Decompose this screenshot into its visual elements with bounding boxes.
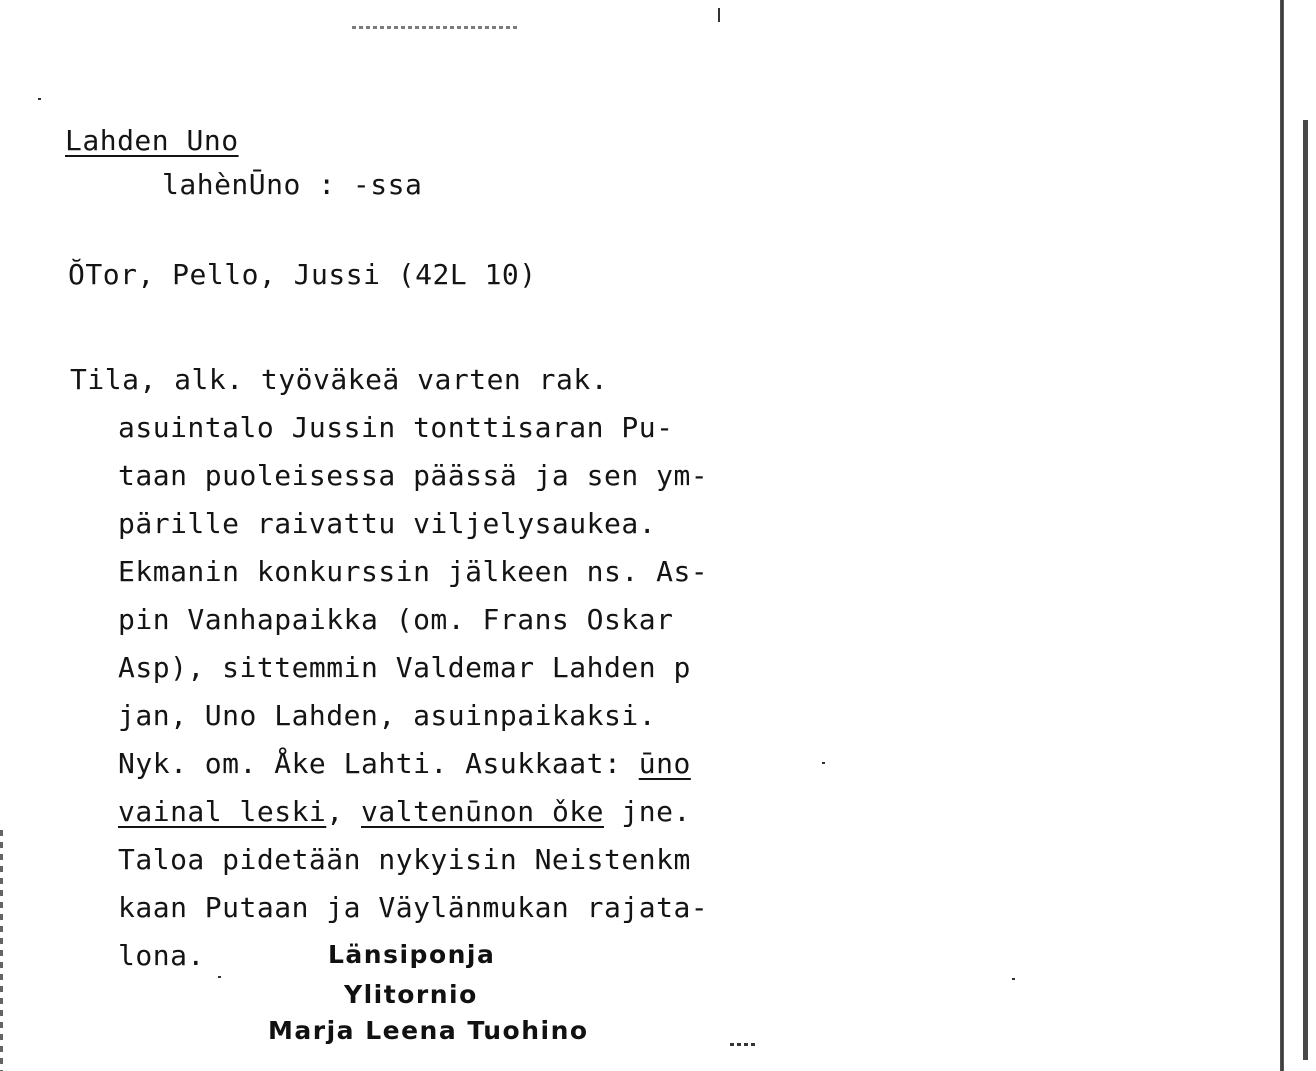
description-text <box>70 356 770 980</box>
text-line: Asp), sittemmin Valdemar Lahden p <box>118 651 691 684</box>
scan-edge-right <box>1280 0 1284 1071</box>
dialect-term: ūno <box>638 747 691 780</box>
text-segment: Nyk. om. Åke Lahti. Asukkaat: <box>118 747 639 780</box>
text-line: lona. <box>118 939 205 972</box>
scan-mark <box>718 8 720 22</box>
text-line <box>70 788 770 836</box>
text-segment: , <box>326 795 362 828</box>
stamp-village: Länsiponja <box>328 940 496 969</box>
scan-artifact-bottom <box>730 1043 758 1046</box>
text-line: Ekmanin konkurssin jälkeen ns. As- <box>118 555 709 588</box>
dialect-term: valtenūnon ǒke <box>361 795 605 828</box>
card-heading: Lahden Uno <box>65 124 239 157</box>
text-line: taan puoleisessa päässä ja sen ym- <box>118 459 709 492</box>
stamp-parish: Ylitornio <box>344 980 478 1009</box>
text-line <box>70 740 770 788</box>
stamp-collector: Marja Leena Tuohino <box>268 1016 589 1045</box>
text-line: asuintalo Jussin tonttisaran Pu- <box>118 411 674 444</box>
scan-artifact-top <box>352 26 520 29</box>
dialect-form: lahènŪno : -ssa <box>162 168 423 201</box>
scan-speck <box>38 98 41 100</box>
text-line: Taloa pidetään nykyisin Neistenkm <box>118 843 691 876</box>
text-line: kaan Putaan ja Väylänmukan rajata- <box>118 891 709 924</box>
text-line: pin Vanhapaikka (om. Frans Oskar <box>118 603 674 636</box>
dialect-term: vainal leski <box>118 795 327 828</box>
text-segment: jne. <box>604 795 691 828</box>
scan-speck <box>822 762 825 764</box>
scan-edge-left <box>0 830 3 1071</box>
text-line: pärille raivattu viljelysaukea. <box>118 507 657 540</box>
text-line: Tila, alk. työväkeä varten rak. <box>70 363 609 396</box>
location-line: ŎTor, Pello, Jussi (42L 10) <box>68 258 537 291</box>
text-line: jan, Uno Lahden, asuinpaikaksi. <box>118 699 657 732</box>
scan-edge-right-shadow <box>1303 120 1308 1060</box>
scan-speck <box>1012 978 1015 980</box>
